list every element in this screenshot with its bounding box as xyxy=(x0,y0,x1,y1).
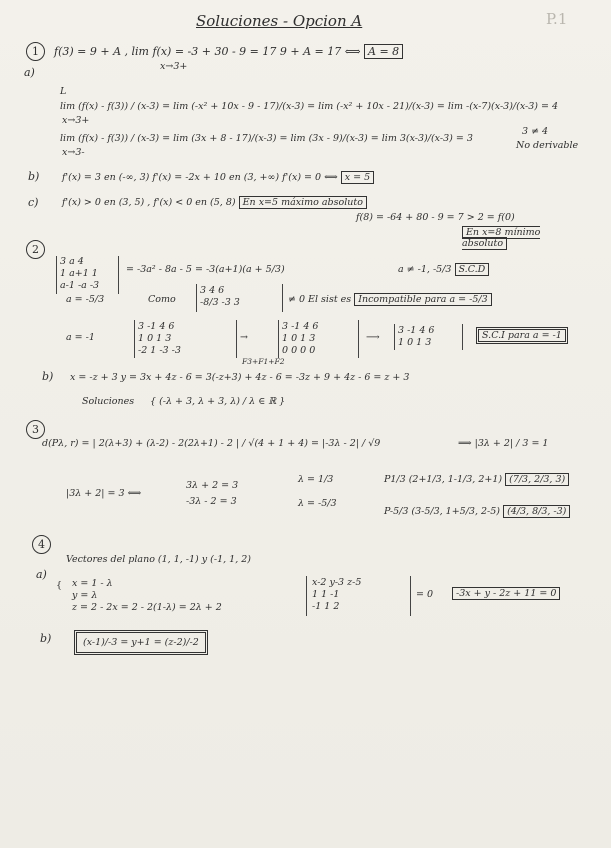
q2-minor-row-1: 3 4 6 xyxy=(200,285,225,296)
q1-continuity-line xyxy=(54,45,403,58)
q1-answer-box: A = 8 xyxy=(364,44,403,59)
q3-solution-2: λ = -5/3 xyxy=(298,498,337,509)
q3-case-2: -3λ - 2 = 3 xyxy=(186,496,237,507)
q4-plane-box-text: -3x + y - 2z + 11 = 0 xyxy=(452,587,560,600)
q4-part-b-label: b) xyxy=(40,632,52,645)
q1-a1-derivative-right: lim (f(x) - f(3)) / (x-3) = lim (-x² + 10x - 9 - 17)/(x-3) = lim (-x² + 10x - 21)/(x-3) = lim -(x-7)(x-3)/(x-3) = 4 xyxy=(60,101,559,112)
q2-augmented-3 xyxy=(398,325,434,349)
q2-arrow-1: → xyxy=(240,332,248,343)
q3-point-1 xyxy=(384,474,569,485)
q3-distance: d(Pλ, r) = | 2(λ+3) + (λ-2) - 2(2λ+1) - 2 | / √(4 + 1 + 4) = |-3λ - 2| / √9 xyxy=(42,438,381,449)
q2-incompatible-box: Incompatible para a = -5/3 xyxy=(354,293,491,306)
q4-plane-det-bar-left xyxy=(306,576,307,616)
q2-det-condition-text: a ≠ -1, -5/3 xyxy=(398,264,452,275)
q3-case-1: 3λ + 2 = 3 xyxy=(186,480,239,491)
q1-c2-box xyxy=(462,227,580,249)
q1-a2-derivative-left: lim (f(x) - f(3)) / (x-3) = lim (3x + 8 - 17)/(x-3) = lim (3x - 9)/(x-3) = lim 3(x-3)/(x-3) = 3 xyxy=(60,133,473,144)
q4-param-equations xyxy=(72,578,222,614)
q2-scd-box: S.C.D xyxy=(455,263,490,276)
question-4-number: 4 xyxy=(32,535,51,554)
q2-det-bar-left xyxy=(56,256,57,294)
q1-c-box: En x=5 máximo absoluto xyxy=(239,196,367,209)
q3-point-1-box: (7/3, 2/3, 3) xyxy=(505,473,569,486)
q3-distance-result: ⟹ |3λ + 2| / 3 = 1 xyxy=(458,438,549,449)
q2-aug3-row-1: 3 -1 4 6 xyxy=(398,325,435,336)
q2-det-condition xyxy=(398,264,489,275)
q4-plane-box xyxy=(452,588,560,599)
q2-augmented-2 xyxy=(282,321,318,357)
q1-c-text: f'(x) > 0 en (3, 5) , f'(x) < 0 en (5, 8) xyxy=(62,197,236,208)
q2-minor-tail xyxy=(288,294,492,305)
q1-limit-subscript: x→3+ xyxy=(160,61,188,72)
q2-aug1-bar-right xyxy=(236,320,237,358)
q2-aug1-row-1: 3 -1 4 6 xyxy=(138,321,175,332)
q3-point-1-text: P1/3 (2+1/3, 1-1/3, 2+1) xyxy=(384,474,503,485)
q2-solution-set: { (-λ + 3, λ + 3, λ) / λ ∈ ℝ } xyxy=(150,396,286,407)
q1-a2-subscript: x→3- xyxy=(62,147,85,158)
q4-plane-det-bar-right xyxy=(410,576,411,616)
q1-c2-box-text: En x=8 mínimo absoluto xyxy=(462,227,541,249)
q1-b-box: x = 5 xyxy=(341,171,374,184)
q1-part-b-label: b) xyxy=(28,170,40,183)
q2-b-param: x = -z + 3 y = 3x + 4z - 6 = 3(-z+3) + 4z - 6 = -3z + 9 + 4z - 6 = z + 3 xyxy=(70,372,410,383)
q2-arrow-2: ⟶ xyxy=(366,332,380,343)
q2-det-row-2: 1 a+1 1 xyxy=(60,268,98,279)
q2-aug3-bar-left xyxy=(394,324,395,350)
q2-det-row-3: a-1 -a -3 xyxy=(60,280,100,291)
q2-minor xyxy=(200,285,240,309)
q2-como: Como xyxy=(148,294,176,305)
q4-brace: { xyxy=(56,580,63,591)
q4-line-box: (x-1)/-3 = y+1 = (z-2)/-2 xyxy=(76,632,206,653)
q2-case-a-minus-1: a = -1 xyxy=(66,332,95,343)
q3-solution-1: λ = 1/3 xyxy=(298,474,334,485)
q1-b-derivative xyxy=(62,172,374,183)
q4-param-line-2: y = λ xyxy=(72,590,98,601)
q2-aug2-row-3: 0 0 0 0 xyxy=(282,345,316,356)
q1-c-monotonicity xyxy=(62,197,367,208)
q2-minor-tail-text: ≠ 0 El sist es xyxy=(288,294,352,305)
q4-pl-row-2: 1 1 -1 xyxy=(312,589,340,600)
q3-abs-equation: |3λ + 2| = 3 ⟺ xyxy=(66,488,142,499)
q4-plane-determinant xyxy=(312,577,361,613)
q2-aug3-row-2: 1 0 1 3 xyxy=(398,337,432,348)
q2-det-bar-right xyxy=(118,256,119,294)
q2-aug1-row-3: -2 1 -3 -3 xyxy=(138,345,181,356)
q4-plane-equals: = 0 xyxy=(416,589,434,600)
q4-param-line-1: x = 1 - λ xyxy=(72,578,113,589)
q2-aug2-row-1: 3 -1 4 6 xyxy=(282,321,319,332)
q4-part-a-label: a) xyxy=(36,568,47,581)
q2-det-expansion: = -3a² - 8a - 5 = -3(a+1)(a + 5/3) xyxy=(126,264,285,275)
q2-det-row-1: 3 a 4 xyxy=(60,256,84,267)
q4-pl-row-3: -1 1 2 xyxy=(312,601,340,612)
page-title: Soluciones - Opcion A xyxy=(196,12,363,30)
q2-determinant xyxy=(60,256,99,292)
q2-row-op-note: F3+F1+F2 xyxy=(242,357,285,366)
q2-part-b-label: b) xyxy=(42,370,54,383)
q3-point-2 xyxy=(384,506,570,517)
q3-point-2-box: (4/3, 8/3, -3) xyxy=(503,505,570,518)
page-number: P.1 xyxy=(546,10,568,28)
q2-sci-box xyxy=(478,330,566,341)
q2-aug3-bar-right xyxy=(462,324,463,350)
q1-continuity-text: f(3) = 9 + A , lim f(x) = -3 + 30 - 9 = 17 9 + A = 17 ⟺ xyxy=(54,45,361,58)
q2-sci-box-text: S.C.I para a = -1 xyxy=(478,329,566,342)
question-3-number: 3 xyxy=(26,420,45,439)
q3-point-2-text: P-5/3 (3-5/3, 1+5/3, 2-5) xyxy=(384,506,501,517)
q2-minor-bar-right xyxy=(282,284,283,312)
q2-augmented-1 xyxy=(138,321,181,357)
q1-not-differentiable: No derivable xyxy=(516,140,579,151)
q2-aug2-bar-right xyxy=(358,320,359,358)
q2-solutions-label: Soluciones xyxy=(82,396,135,407)
q1-b-text: f'(x) = 3 en (-∞, 3) f'(x) = -2x + 10 en (3, +∞) f'(x) = 0 ⟺ xyxy=(62,172,338,183)
q2-aug1-bar-left xyxy=(134,320,135,358)
q2-aug2-row-2: 1 0 1 3 xyxy=(282,333,316,344)
question-1-number: 1 xyxy=(26,42,45,61)
q1-part-a-label: a) xyxy=(24,66,35,79)
question-2-number: 2 xyxy=(26,240,45,259)
q2-aug1-row-2: 1 0 1 3 xyxy=(138,333,172,344)
q1-a2-comparison: 3 ≠ 4 xyxy=(522,126,549,137)
q4-plane-vectors: Vectores del plano (1, 1, -1) y (-1, 1, 2) xyxy=(66,554,252,565)
q2-minor-row-2: -8/3 -3 3 xyxy=(200,297,240,308)
q1-a1-subscript: x→3+ xyxy=(62,115,90,126)
q1-part-c-label: c) xyxy=(28,196,39,209)
q1-a1-lead: L xyxy=(60,86,67,97)
q2-aug2-bar-left xyxy=(278,320,279,358)
q4-pl-row-1: x-2 y-3 z-5 xyxy=(312,577,362,588)
q4-param-line-3: z = 2 - 2x = 2 - 2(1-λ) = 2λ + 2 xyxy=(72,602,222,613)
q2-case-a-minus-5-3: a = -5/3 xyxy=(66,294,105,305)
q2-minor-bar-left xyxy=(196,284,197,312)
q1-c-values: f(8) = -64 + 80 - 9 = 7 > 2 = f(0) xyxy=(356,212,515,223)
